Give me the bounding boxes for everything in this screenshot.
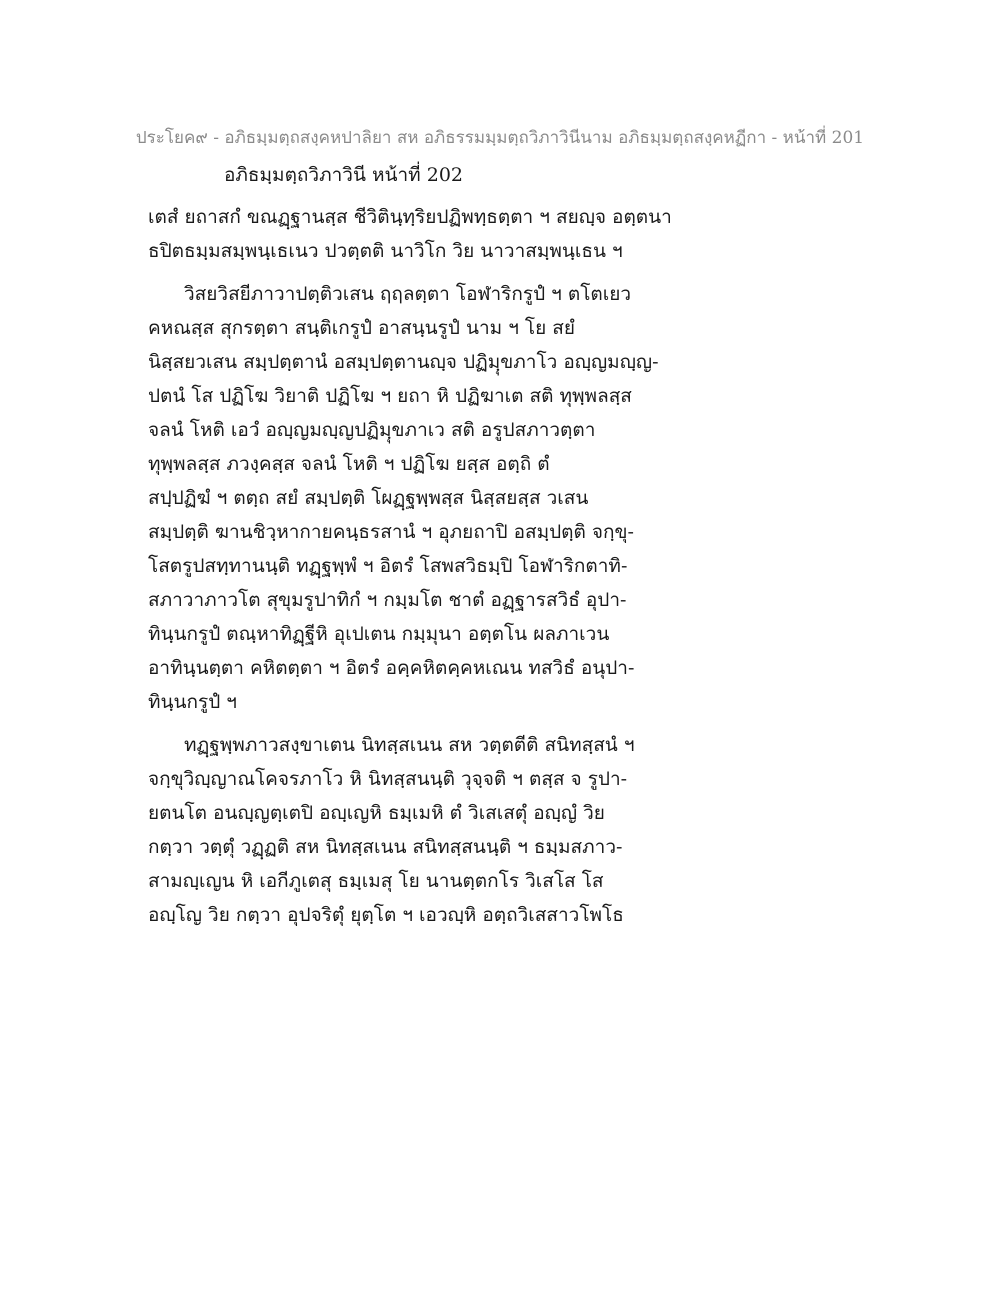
text-line: ปตนํ โส ปฏิโฆ วิยาติ ปฏิโฆ ฯ ยถา หิ ปฏิฆาเต สติ ทุพฺพลสฺส [148, 385, 632, 407]
text-line: ทฏฺฐพฺพภาวสงฺขาเตน นิทสฺสเนน สห วตฺตตีติ สนิทสฺสนํ ฯ [184, 734, 635, 756]
text-line: อาทินฺนตฺตา คหิตตฺตา ฯ อิตรํ อคฺคหิตคฺคหเณน ทสวิธํ อนุปา- [148, 657, 635, 679]
page-heading: อภิธมฺมตฺถวิภาวินี หน้าที่ 202 [224, 164, 463, 186]
text-line: สมฺปตฺติ ฆานชิวฺหากายคนฺธรสานํ ฯ อุภยถาปิ อสมฺปตฺติ จกฺขุ- [148, 521, 634, 543]
text-line: วิสยวิสยีภาวาปตฺติวเสน ฤฤลตฺตา โอฬาริกรูปํ ฯ ตโตเยว [184, 283, 632, 305]
text-line: เตสํ ยถาสกํ ขณฏฺฐานสฺส ชีวิตินฺทฺริยปฏิพทฺธตฺตา ฯ สยญฺจ อตฺตนา [148, 206, 672, 228]
text-line: คหณสฺส สุกรตฺตา สนฺติเกรูปํ อาสนฺนรูปํ นาม ฯ โย สยํ [148, 317, 576, 339]
text-line: กตฺวา วตฺตุํ วฏฺฏติ สห นิทสฺสเนน สนิทสฺสนนฺติ ฯ ธมฺมสภาว- [148, 836, 623, 858]
text-line: ทินฺนกรูปํ ฯ [148, 691, 237, 713]
text-line: สภาวาภาวโต สุขุมรูปาทิกํ ฯ กมฺมโต ชาตํ อฏฺฐารสวิธํ อุปา- [148, 589, 627, 611]
text-line: ทินฺนกรูปํ ตณฺหาทิฏฺฐีหิ อุเปเตน กมฺมุนา อตฺตโน ผลภาเวน [148, 623, 610, 645]
body-text [148, 200, 708, 932]
text-line: ยตนโต อนญฺญตฺเตปิ อญฺเญหิ ธมฺเมหิ ตํ วิเสเสตุํ อญฺญํ วิย [148, 802, 605, 824]
running-header: ประโยค๙ - อภิธมฺมตฺถสงฺคหปาลิยา สห อภิธรรมมฺมตฺถวิภาวินีนาม อภิธมฺมตฺถสงฺคหฏีกา - หน้าที่ 201 [135, 128, 865, 148]
text-line: ทุพฺพลสฺส ภวงฺคสฺส จลนํ โหติ ฯ ปฏิโฆ ยสฺส อตฺถิ ตํ [148, 453, 550, 475]
text-line: นิสฺสยวเสน สมฺปตฺตานํ อสมฺปตฺตานญฺจ ปฏิมฺุขภาโว อญฺญมญฺญ- [148, 351, 659, 373]
text-line: จกฺขุวิญฺญาณโคจรภาโว หิ นิทสฺสนนฺติ วุจฺจติ ฯ ตสฺส จ รูปา- [148, 768, 628, 790]
text-line: โสตรูปสทฺทานนฺติ ทฏฺฐพฺพํ ฯ อิตรํ โสพสวิธมฺปิ โอฬาริกตาทิ- [148, 555, 628, 577]
text-line: จลนํ โหติ เอวํ อญฺญมญฺญปฏิมฺุขภาเว สติ อรูปสภาวตฺตา [148, 419, 596, 441]
paragraph [148, 200, 708, 268]
text-line: สปฺปฏิฆํ ฯ ตตฺถ สยํ สมฺปตฺติ โผฏฺฐพฺพสฺส นิสฺสยสฺส วเสน [148, 487, 589, 509]
text-line: สามญฺเญน หิ เอกีภูเตสุ ธมฺเมสุ โย นานตฺตกโร วิเสโส โส [148, 870, 604, 892]
text-line: อญฺโญ วิย กตฺวา อุปจริตุํ ยุตฺโต ฯ เอวญฺหิ อตฺถวิเสสาวโพโธ [148, 904, 624, 926]
paragraph [148, 277, 708, 719]
text-line: ธปิตธมฺมสมฺพนฺเธเนว ปวตฺตติ นาวิโก วิย นาวาสมฺพนฺเธน ฯ [148, 240, 623, 262]
paragraph [148, 728, 708, 932]
